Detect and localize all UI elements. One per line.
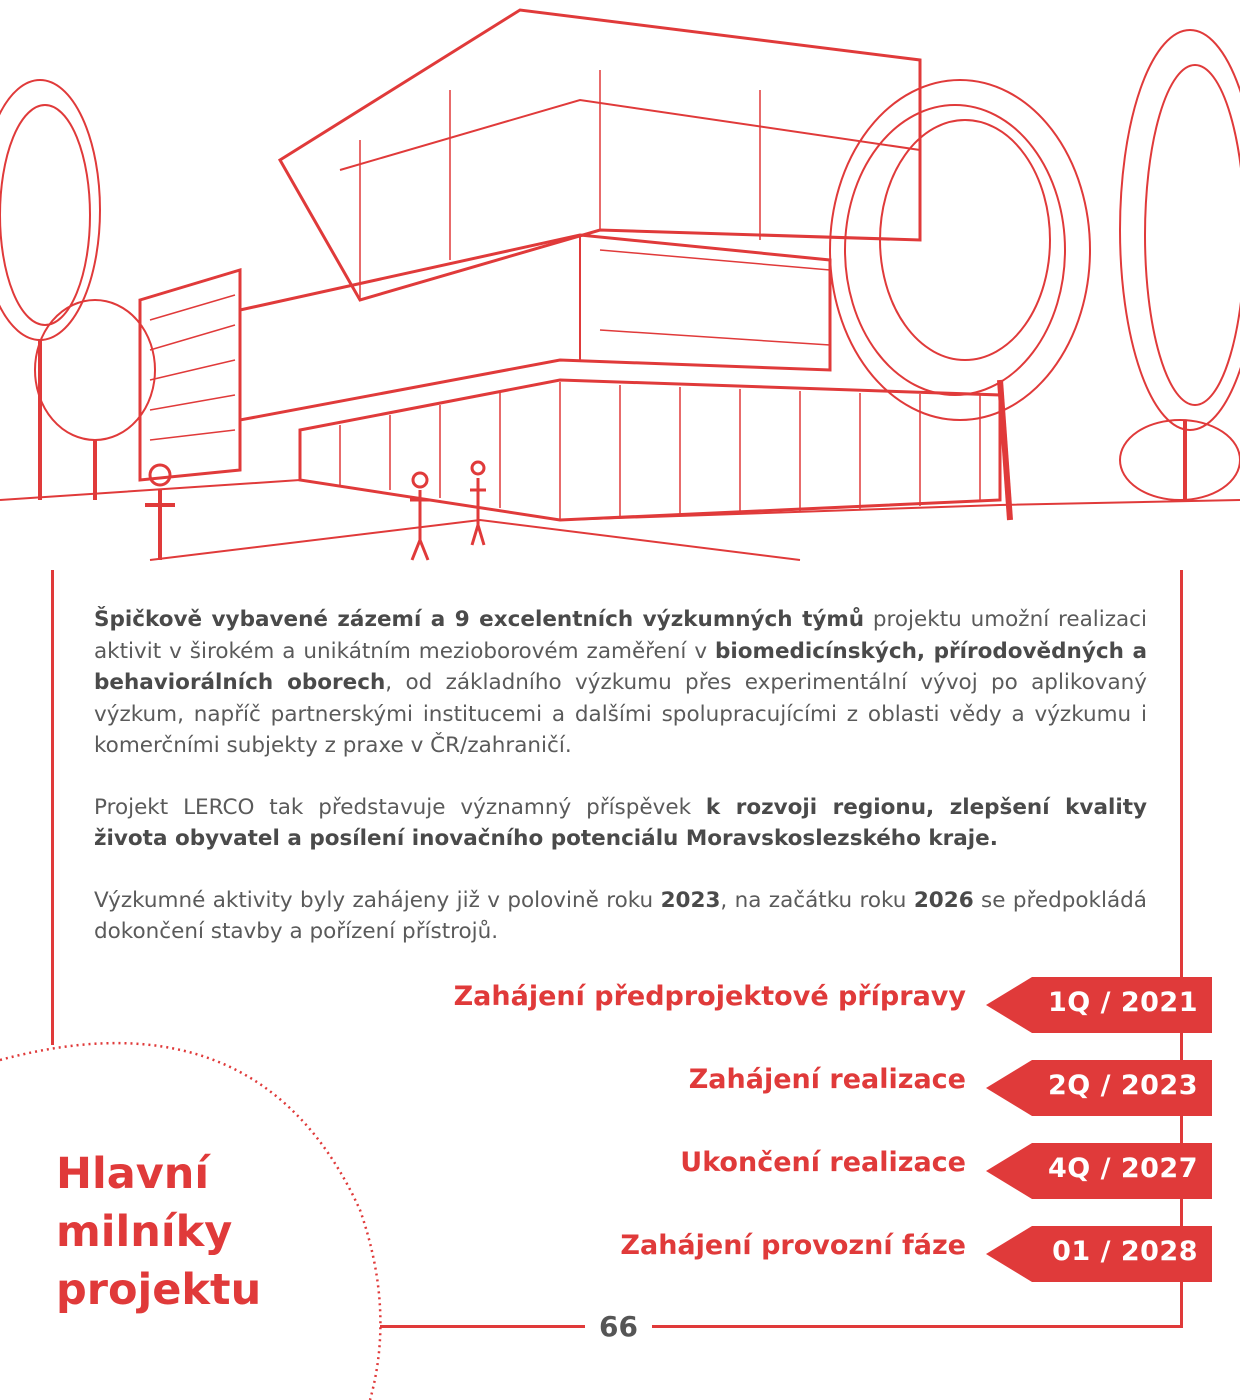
paragraph-2-text-1: Projekt LERCO tak představuje významný příspěvek bbox=[94, 794, 706, 820]
paragraph-2 bbox=[94, 792, 1147, 855]
heading-line-1: Hlavní bbox=[56, 1149, 210, 1199]
paragraph-3-bold-1: 2023 bbox=[660, 887, 721, 913]
milestone-date-tag bbox=[986, 1226, 1212, 1282]
milestone-item bbox=[300, 1060, 1212, 1116]
paragraph-3-text-2: , na začátku roku bbox=[720, 887, 914, 913]
milestone-date-tag bbox=[986, 1060, 1212, 1116]
milestone-item bbox=[300, 977, 1212, 1033]
milestone-date-tag bbox=[986, 977, 1212, 1033]
paragraph-2-bold-1: k rozvoji regionu, zlepšení kvality života obyvatel a posílení inovačního potenciálu Moravskoslezského kraje. bbox=[94, 794, 1147, 851]
milestone-label: Zahájení realizace bbox=[688, 1064, 966, 1095]
paragraph-3-text-1: Výzkumné aktivity byly zahájeny již v polovině roku bbox=[94, 887, 661, 913]
milestone-label: Ukončení realizace bbox=[680, 1147, 966, 1178]
building-sketch-illustration bbox=[0, 0, 1240, 580]
milestone-date: 4Q / 2027 bbox=[1047, 1153, 1198, 1184]
paragraph-1-text-1: projektu umožní realizaci aktivit v širokém a unikátním mezioborovém zaměření v bbox=[94, 607, 1147, 664]
frame-line-bottom-right bbox=[652, 1325, 1183, 1328]
heading-line-2: milníky bbox=[56, 1207, 233, 1257]
milestone-date: 01 / 2028 bbox=[1052, 1236, 1198, 1267]
paragraph-1-bold-2: biomedicínských, přírodovědných a behaviorálních oborech bbox=[94, 638, 1148, 695]
heading-line-3: projektu bbox=[56, 1265, 262, 1315]
milestone-label: Zahájení předprojektové přípravy bbox=[453, 981, 966, 1012]
milestone-item bbox=[300, 1143, 1212, 1199]
milestone-label: Zahájení provozní fáze bbox=[620, 1230, 966, 1261]
paragraph-1-bold-1: Špičkově vybavené zázemí a 9 excelentních výzkumných týmů bbox=[94, 607, 865, 632]
milestone-item bbox=[300, 1226, 1212, 1282]
body-text bbox=[94, 604, 1147, 978]
paragraph-3-bold-2: 2026 bbox=[913, 887, 974, 913]
page-number: 66 bbox=[599, 1310, 638, 1343]
paragraph-3-text-3: se předpokládá dokončení stavby a pořízení přístrojů. bbox=[94, 887, 1147, 944]
milestone-date: 1Q / 2021 bbox=[1047, 987, 1198, 1018]
milestone-date-tag bbox=[986, 1143, 1212, 1199]
frame-line-bottom-left bbox=[380, 1325, 585, 1328]
frame-line-left bbox=[51, 570, 54, 1045]
paragraph-3 bbox=[94, 885, 1147, 948]
frame-line-right bbox=[1180, 570, 1183, 1326]
paragraph-1-text-2: , od základního výzkumu přes experimentální vývoj po aplikovaný výzkum, napříč partnerskými institucemi a dalšími spolupracujícími z oblasti vědy a výzkumu i komerčními subjekty z praxe v ČR/zahraničí. bbox=[94, 670, 1147, 758]
milestone-date: 2Q / 2023 bbox=[1047, 1070, 1198, 1101]
paragraph-1 bbox=[94, 604, 1147, 762]
